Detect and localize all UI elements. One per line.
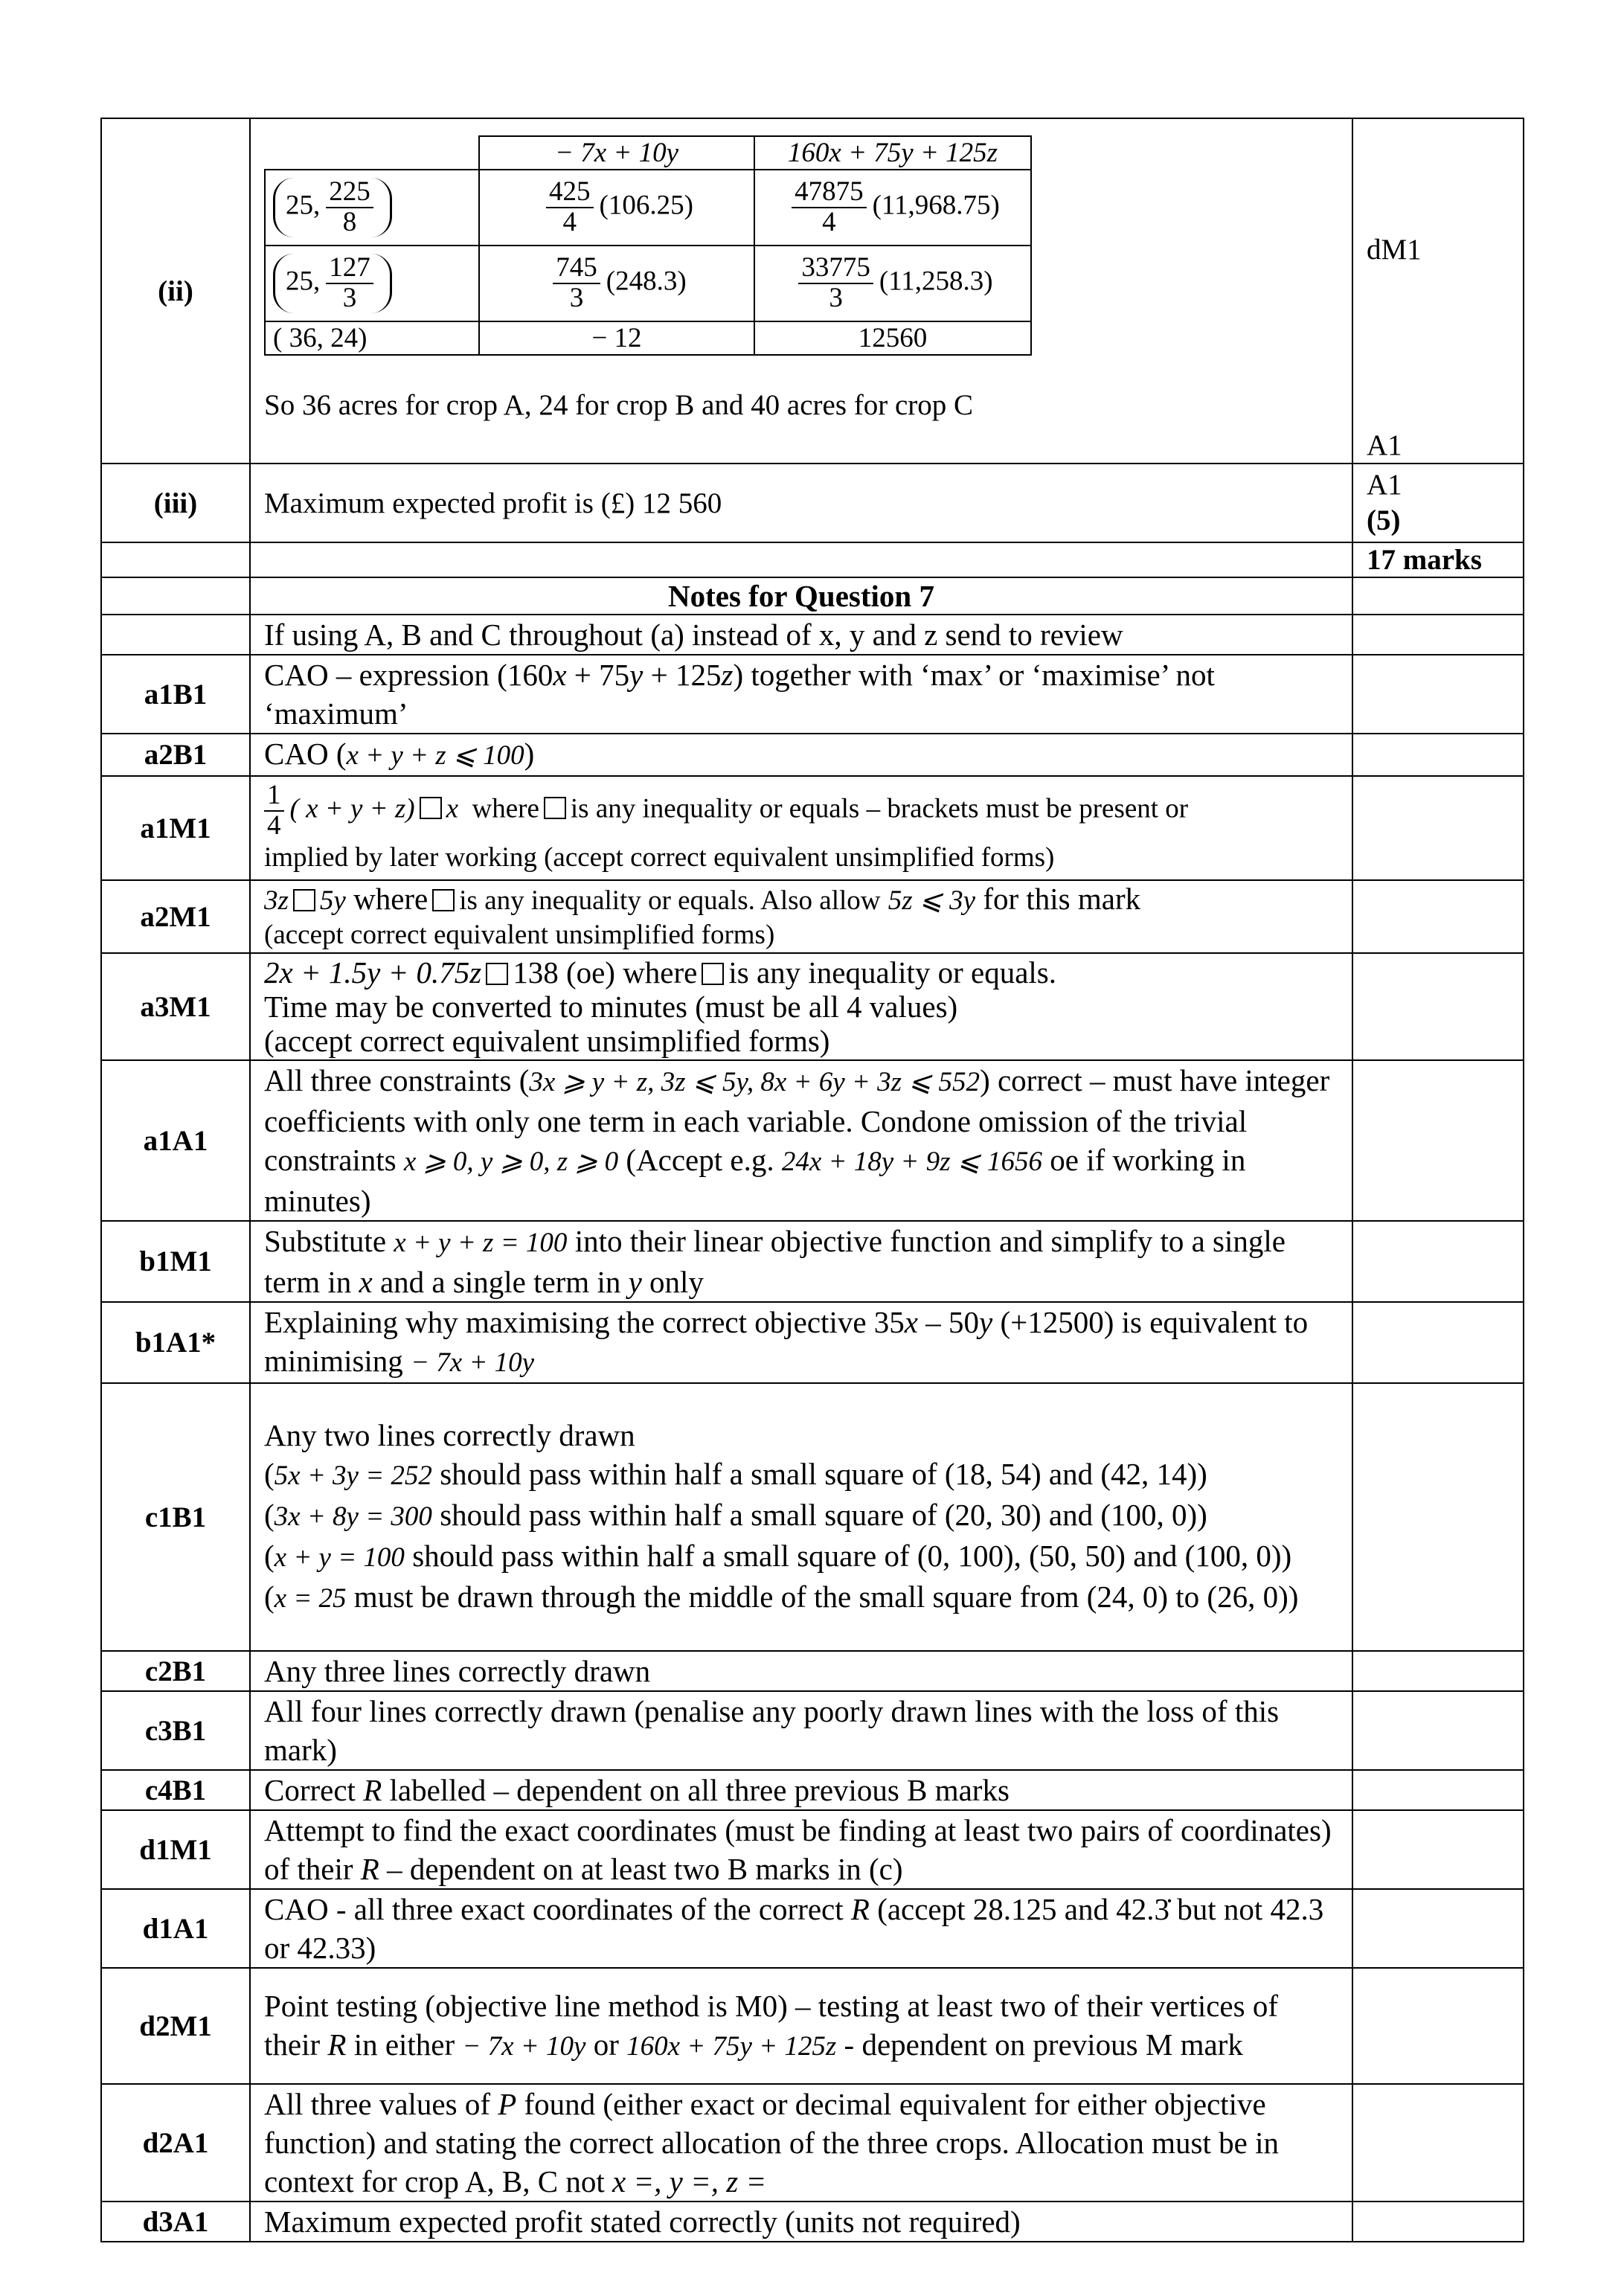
note-label: a2B1: [101, 734, 250, 776]
inequality-box: [544, 797, 566, 819]
note-row: [101, 880, 1524, 953]
empty-cell: [101, 577, 250, 615]
inequality-box: [432, 889, 455, 911]
empty-cell: [250, 542, 1352, 577]
note-label: d2M1: [101, 1968, 250, 2084]
inequality-box: [420, 797, 442, 819]
note-row: [101, 776, 1524, 880]
inequality-box: [486, 963, 508, 985]
empty-cell: [101, 542, 250, 577]
note-label: c2B1: [101, 1651, 250, 1691]
part-iii-text: Maximum expected profit is (£) 12 560: [250, 464, 1352, 542]
vertex-table: [264, 135, 1032, 356]
note-text: Maximum expected profit stated correctly (units not required): [250, 2202, 1352, 2242]
empty-cell: [1352, 2202, 1524, 2242]
total-row: [101, 542, 1524, 577]
note-text: CAO (x + y + z ⩽ 100): [250, 734, 1352, 776]
part-ii-conclusion: So 36 acres for crop A, 24 for crop B and 40 acres for crop C: [264, 389, 974, 421]
part-ii-marks: [1352, 118, 1524, 464]
note-row: [101, 655, 1524, 734]
empty-cell: [1352, 655, 1524, 734]
vertex-point: 25, $\frac{127}{3}$: [265, 246, 479, 321]
note-row: [101, 1889, 1524, 1968]
mark-scheme-table: [100, 118, 1524, 2242]
mark-a1: A1: [1367, 469, 1402, 501]
note-label: b1M1: [101, 1221, 250, 1302]
note-text: 2x + 1.5y + 0.75z 138 (oe) where is any inequality or equals. Time may be converted to minutes (must be all 4 values) (accept correct equivalent unsimplified forms): [250, 953, 1352, 1060]
note-row: [101, 1651, 1524, 1691]
vertex-point: 25, $\frac{225}{8}$: [265, 170, 479, 246]
intro-note: If using A, B and C throughout (a) instead of x, y and z send to review: [250, 615, 1352, 655]
vertex-row: [265, 321, 1031, 355]
note-row: [101, 1770, 1524, 1810]
empty-header-cell: [265, 136, 479, 170]
note-row: [101, 2202, 1524, 2242]
header-objective-1: − 7x + 10y: [479, 136, 754, 170]
note-label: d2A1: [101, 2084, 250, 2202]
note-row: [101, 1810, 1524, 1889]
mark-a1: A1: [1367, 429, 1402, 461]
note-text: CAO - all three exact coordinates of the correct R (accept 28.125 and 42.3̇ but not 42.3 or 42.33): [250, 1889, 1352, 1968]
empty-cell: [1352, 880, 1524, 953]
note-text: Any two lines correctly drawn (5x + 3y = 252 should pass within half a small square of (18, 54) and (42, 14)) (3x + 8y = 300 should pass within half a small square of (20, 30) and (100, 0)) (x + y = 100 should pass within half a small square of (0, 100), (50, 50) and (100, 0)) (x = 25 must be drawn through the middle of the small square from (24, 0) to (26, 0)): [250, 1383, 1352, 1651]
note-label: c4B1: [101, 1770, 250, 1810]
note-label: b1A1*: [101, 1302, 250, 1383]
note-label: a1A1: [101, 1060, 250, 1221]
note-row: [101, 1383, 1524, 1651]
note-label: c3B1: [101, 1691, 250, 1770]
empty-cell: [1352, 615, 1524, 655]
note-text: $\frac{1}{4}$ ( x + y + z) x where is any inequality or equals – brackets must be present or implied by later working (accept correct equivalent unsimplified forms): [250, 776, 1352, 880]
note-text: All three constraints (3x ⩾ y + z, 3z ⩽ 5y, 8x + 6y + 3z ⩽ 552) correct – must have integer coefficients with only one term in each variable. Condone omission of the trivial constraints x ⩾ 0, y ⩾ 0, z ⩾ 0 (Accept e.g. 24x + 18y + 9z ⩽ 1656 oe if working in minutes): [250, 1060, 1352, 1221]
note-label: d3A1: [101, 2202, 250, 2242]
part-ii-row: [101, 118, 1524, 464]
note-row: [101, 1691, 1524, 1770]
empty-cell: [1352, 1770, 1524, 1810]
note-text: Substitute x + y + z = 100 into their linear objective function and simplify to a single term in x and a single term in y only: [250, 1221, 1352, 1302]
note-row: [101, 1221, 1524, 1302]
total-marks: 17 marks: [1352, 542, 1524, 577]
note-row: [101, 734, 1524, 776]
vertex-value-1: − 12: [479, 321, 754, 355]
note-label: d1A1: [101, 1889, 250, 1968]
vertex-value-1: $\frac{425}{4}$ (106.25): [479, 170, 754, 246]
empty-cell: [1352, 1302, 1524, 1383]
vertex-value-2: $\frac{33775}{3}$ (11,258.3): [754, 246, 1031, 321]
mark-scheme-page: [100, 118, 1523, 2242]
empty-cell: [1352, 2084, 1524, 2202]
note-text: Point testing (objective line method is M0) – testing at least two of their vertices of their R in either − 7x + 10y or 160x + 75y + 125z - dependent on previous M mark: [250, 1968, 1352, 2084]
empty-cell: [1352, 953, 1524, 1060]
part-ii-label: (ii): [101, 118, 250, 464]
empty-cell: [1352, 1383, 1524, 1651]
empty-cell: [1352, 776, 1524, 880]
vertex-table-header: [265, 136, 1031, 170]
notes-title: Notes for Question 7: [250, 577, 1352, 615]
note-label: a1M1: [101, 776, 250, 880]
note-label: c1B1: [101, 1383, 250, 1651]
empty-cell: [1352, 1968, 1524, 2084]
subtotal-mark: (5): [1367, 504, 1401, 536]
mark-dm1: dM1: [1367, 234, 1422, 266]
empty-cell: [1352, 1221, 1524, 1302]
part-iii-label: (iii): [101, 464, 250, 542]
empty-cell: [1352, 1889, 1524, 1968]
intro-note-row: [101, 615, 1524, 655]
vertex-value-2: 12560: [754, 321, 1031, 355]
note-row: [101, 2084, 1524, 2202]
empty-cell: [1352, 577, 1524, 615]
note-row: [101, 1060, 1524, 1221]
header-objective-2: 160x + 75y + 125z: [754, 136, 1031, 170]
vertex-row: [265, 170, 1031, 246]
note-label: a1B1: [101, 655, 250, 734]
note-row: [101, 1302, 1524, 1383]
vertex-row: [265, 246, 1031, 321]
part-ii-working: [250, 118, 1352, 464]
inequality-box: [293, 889, 315, 911]
note-row: [101, 953, 1524, 1060]
vertex-point: ( 36, 24): [265, 321, 479, 355]
empty-cell: [101, 615, 250, 655]
note-text: Explaining why maximising the correct objective 35x – 50y (+12500) is equivalent to minimising − 7x + 10y: [250, 1302, 1352, 1383]
note-text: All four lines correctly drawn (penalise any poorly drawn lines with the loss of this mark): [250, 1691, 1352, 1770]
note-label: a2M1: [101, 880, 250, 953]
vertex-value-2: $\frac{47875}{4}$ (11,968.75): [754, 170, 1031, 246]
inequality-box: [702, 963, 724, 985]
note-text: 3z 5y where is any inequality or equals. Also allow 5z ⩽ 3y for this mark (accept correct equivalent unsimplified forms): [250, 880, 1352, 953]
part-iii-marks: [1352, 464, 1524, 542]
empty-cell: [1352, 1651, 1524, 1691]
note-row: [101, 1968, 1524, 2084]
note-text: Correct R labelled – dependent on all three previous B marks: [250, 1770, 1352, 1810]
part-iii-row: [101, 464, 1524, 542]
vertex-value-1: $\frac{745}{3}$ (248.3): [479, 246, 754, 321]
notes-heading-row: [101, 577, 1524, 615]
note-text: Attempt to find the exact coordinates (must be finding at least two pairs of coordinates) of their R – dependent on at least two B marks in (c): [250, 1810, 1352, 1889]
note-label: a3M1: [101, 953, 250, 1060]
note-label: d1M1: [101, 1810, 250, 1889]
note-text: CAO – expression (160x + 75y + 125z) together with ‘max’ or ‘maximise’ not ‘maximum’: [250, 655, 1352, 734]
empty-cell: [1352, 1060, 1524, 1221]
empty-cell: [1352, 1810, 1524, 1889]
empty-cell: [1352, 1691, 1524, 1770]
note-text: Any three lines correctly drawn: [250, 1651, 1352, 1691]
note-text: All three values of P found (either exact or decimal equivalent for either objective function) and stating the correct allocation of the three crops. Allocation must be in context for crop A, B, C not x =, y =, z =: [250, 2084, 1352, 2202]
empty-cell: [1352, 734, 1524, 776]
